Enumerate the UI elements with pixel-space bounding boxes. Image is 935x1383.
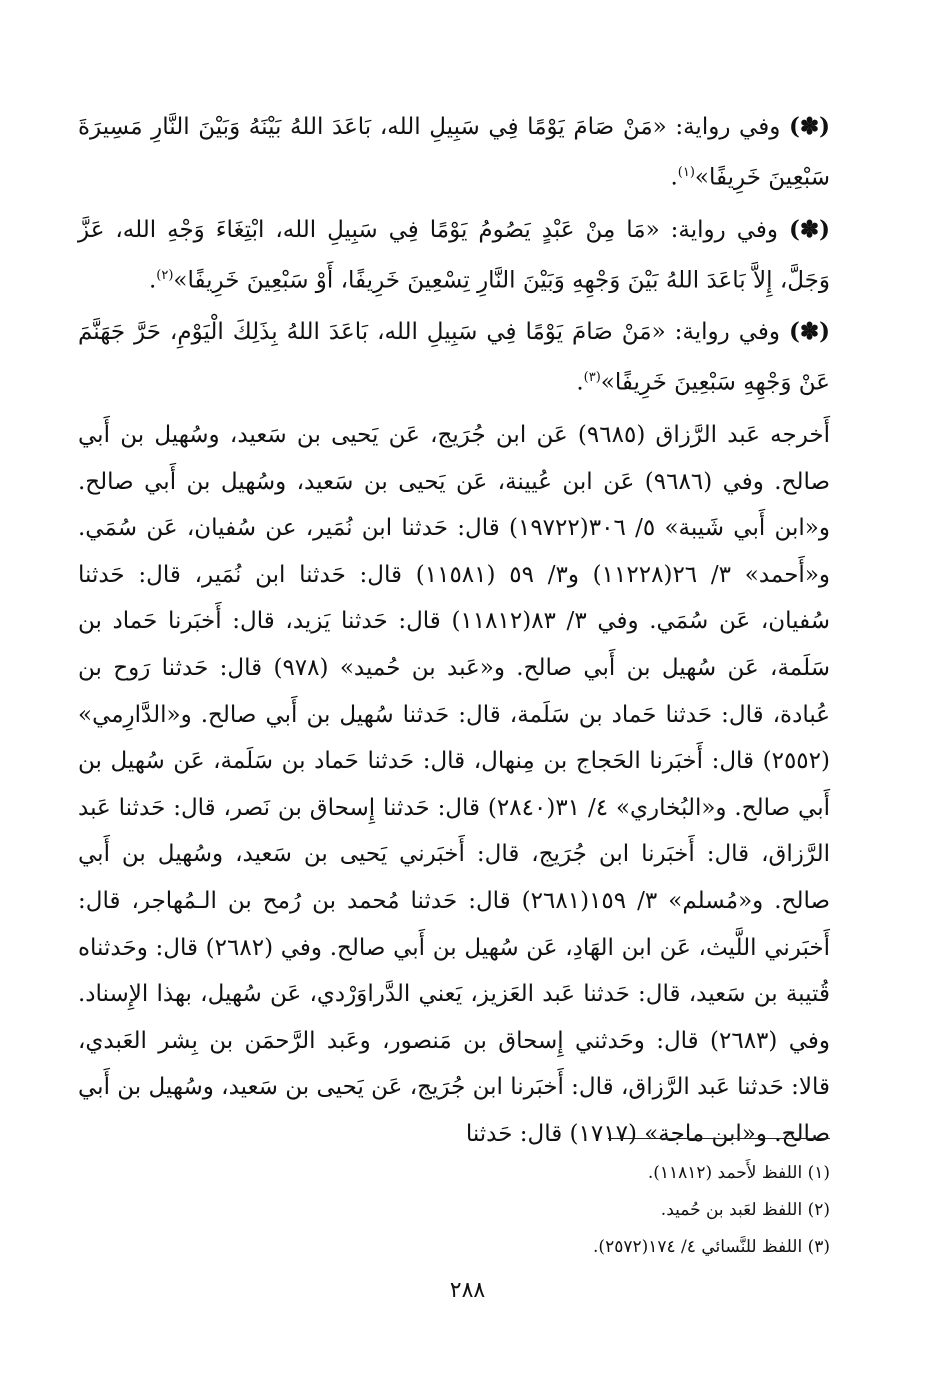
- narration-1: (✽) وفي رواية: «مَنْ صَامَ يَوْمًا فِي سَبِيلِ الله، بَاعَدَ اللهُ بَيْنَهُ وَبَيْنَ النَّارِ مَسِيرَةَ سَبْعِينَ خَرِيفًا»$^{(١)}$.: [78, 113, 830, 191]
- footnotes: [78, 1155, 830, 1266]
- narration-2: (✽) وفي رواية: «مَا مِنْ عَبْدٍ يَصُومُ يَوْمًا فِي سَبِيلِ الله، ابْتِغَاءَ وَجْهِ الله، عَزَّ وَجَلَّ، إِلاَّ بَاعَدَ اللهُ بَيْنَ وَجْهِهِ وَبَيْنَ النَّارِ تِسْعِينَ خَرِيفًا، أَوْ سَبْعِينَ خَرِيفًا»$^{(٢)}$.: [78, 215, 830, 294]
- narration-text: وفي رواية: «مَا مِنْ عَبْدٍ يَصُومُ يَوْمًا فِي سَبِيلِ الله، ابْتِغَاءَ وَجْهِ الله، عَزَّ وَجَلَّ، إِلاَّ بَاعَدَ اللهُ بَيْنَ وَجْهِهِ وَبَيْنَ النَّارِ تِسْعِينَ خَرِيفًا، أَوْ سَبْعِينَ خَرِيفًا»: [78, 216, 830, 294]
- footnote-1: (١) اللفظ لأَحمد (١١٨١٢).: [647, 1163, 830, 1183]
- footnote-ref: (١): [677, 165, 695, 180]
- narration-text: وفي رواية: «مَنْ صَامَ يَوْمًا فِي سَبِيلِ الله، بَاعَدَ اللهُ بَيْنَهُ وَبَيْنَ النَّارِ مَسِيرَةَ سَبْعِينَ خَرِيفًا»: [78, 114, 830, 191]
- takhrij-paragraph: أَخرجه عَبد الرَّزاق (٩٦٨٥) عَن ابن جُرَيج، عَن يَحيى بن سَعيد، وسُهيل بن أَبي صالح. وفي (٩٦٨٦) عَن ابن عُيينة، عَن يَحيى بن سَعيد، وسُهيل بن أَبي صالح. و«ابن أَبي شَيبة» ٥/ ٣٠٦(١٩٧٢٢) قال: حَدثنا ابن نُمَير، عن سُفيان، عَن سُمَي. و«أَحمد» ٣/ ٢٦(١١٢٢٨) و٣/ ٥٩ (١١٥٨١) قال: حَدثنا ابن نُمَير، قال: حَدثنا سُفيان، عَن سُمَي. وفي ٣/ ٨٣(١١٨١٢) قال: حَدثنا يَزيد، قال: أَخبَرنا حَماد بن سَلَمة، عَن سُهيل بن أَبي صالح. و«عَبد بن حُميد» (٩٧٨) قال: حَدثنا رَوح بن عُبادة، قال: حَدثنا حَماد بن سَلَمة، قال: حَدثنا سُهيل بن أَبي صالح. و«الدَّارِمي» (٢٥٥٢) قال: أَخبَرنا الحَجاج بن مِنهال، قال: حَدثنا حَماد بن سَلَمة، عَن سُهيل بن أَبي صالح. و«البُخاري» ٤/ ٣١(٢٨٤٠) قال: حَدثنا إِسحاق بن نَصر، قال: حَدثنا عَبد الرَّزاق، قال: أَخبَرنا ابن جُرَيج، قال: أَخبَرني يَحيى بن سَعيد، وسُهيل بن أَبي صالح. و«مُسلم» ٣/ ١٥٩(٢٦٨١) قال: حَدثنا مُحمد بن رُمح بن الـمُهاجر، قال: أَخبَرني اللَّيث، عَن ابن الهَادِ، عَن سُهيل بن أَبي صالح. وفي (٢٦٨٢) قال: وحَدثناه قُتيبة بن سَعيد، قال: حَدثنا عَبد العَزيز، يَعني الدَّراوَرْدي، عَن سُهيل، بهذا الإِسناد. وفي (٢٦٨٣) قال: وحَدثني إِسحاق بن مَنصور، وعَبد الرَّحمَن بن بِشر العَبدي، قالا: حَدثنا عَبد الرَّزاق، قال: أَخبَرنا ابن جُرَيج، عَن يَحيى بن سَعيد، وسُهيل بن أَبي صالح. و«ابن ماجة» (١٧١٧) قال: حَدثنا: [78, 421, 831, 1147]
- footnote-2: (٢) اللفظ لعَبد بن حُميد.: [660, 1200, 830, 1220]
- narration-marker: (✽): [788, 318, 830, 346]
- narration-marker: (✽): [788, 215, 830, 243]
- narration-marker: (✽): [788, 113, 830, 140]
- footnote-3: (٣) اللفظ للنَّسائي ٤/ ١٧٤(٢٥٧٢).: [593, 1237, 830, 1257]
- main-text: [78, 104, 830, 1157]
- narration-3: (✽) وفي رواية: «مَنْ صَامَ يَوْمًا فِي سَبِيلِ الله، بَاعَدَ اللهُ بِذَلِكَ الْيَوْمِ، حَرَّ جَهَنَّمَ عَنْ وَجْهِهِ سَبْعِينَ خَرِيفًا»$^{(٣)}$.: [78, 318, 830, 396]
- footnote-ref: (٣): [583, 370, 601, 386]
- page-number: ٢٨٨: [449, 1278, 486, 1303]
- footnote-ref: (٢): [156, 267, 174, 283]
- footnote-separator: [608, 1138, 830, 1139]
- narration-text: وفي رواية: «مَنْ صَامَ يَوْمًا فِي سَبِيلِ الله، بَاعَدَ اللهُ بِذَلِكَ الْيَوْمِ، حَرَّ جَهَنَّمَ عَنْ وَجْهِهِ سَبْعِينَ خَرِيفًا»: [78, 319, 830, 396]
